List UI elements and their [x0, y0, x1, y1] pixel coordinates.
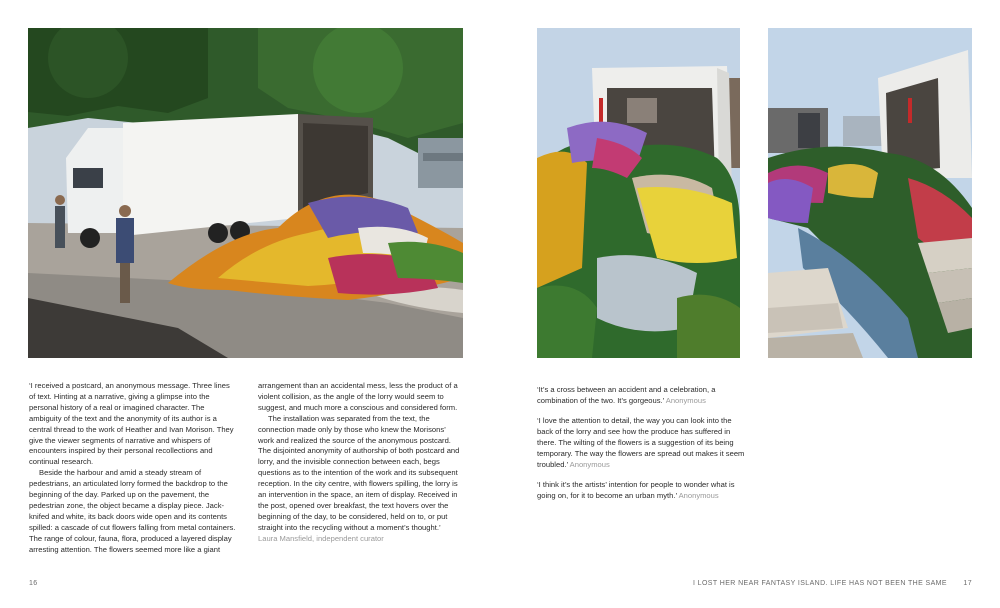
photo-flowers-spilling-graphic — [537, 28, 740, 358]
column1-paragraph-1: ‘I received a postcard, an anonymous message. Three lines of text. Hinting at a narrative, giving a glimpse into the personal history of a real or imagined character. The ambiguity of the text and the anonymity of its author is a central thread to the work of Heather and Ivan Morison. They give the viewer segments of narrative and whispers of encounters inspired by their personal recollections and continual research. — [29, 381, 234, 467]
column2-paragraph-2: The installation was separated from the text, the connection made only by those who knew the Morisons’ work and realized the source of the anonymous postcard. The disjointed anonymity of authorship of both postcard and lorry, and the invisible connection between each, begs questions as to the intention of the work and its subsequent reception. In the city centre, with flowers spilling, the lorry is an intervention in the space, an item of display. Received in the post, opened over breakfast, the text hovers over the beginning of the day, to be considered, held on to, or put straight into the recycling without a moment’s thought.’ — [258, 413, 460, 532]
photo-flowers-steps-graphic — [768, 28, 972, 358]
quote-2 — [537, 416, 749, 471]
quote-3-text: ‘I think it’s the artists’ intention for people to wonder what is going on, for it to become an urban myth.’ — [537, 480, 735, 501]
quote-3 — [537, 480, 749, 502]
quote-2-attribution: Anonymous — [569, 459, 610, 469]
photo-flowers-steps — [768, 28, 972, 358]
quotes-column — [537, 385, 749, 512]
page-number-right: 17 — [963, 580, 972, 587]
column2-paragraph-1: arrangement than an accidental mess, less the product of a violent collision, as the angle of the lorry would seem to suggest, and much more a conscious and considered form. — [258, 381, 458, 412]
photo-flowers-spilling — [537, 28, 740, 358]
page-number-left: 16 — [29, 580, 38, 587]
body-text-column-2 — [258, 381, 462, 545]
quote-3-attribution: Anonymous — [678, 491, 719, 501]
photo-lorry-harbour — [28, 28, 463, 358]
body-text-column-1 — [29, 381, 236, 556]
quote-1-text: ‘It’s a cross between an accident and a celebration, a combination of the two. It’s gorgeous.’ — [537, 385, 716, 405]
quote-1 — [537, 385, 749, 407]
column1-paragraph-2: Beside the harbour and amid a steady stream of pedestrians, an articulated lorry formed the backdrop to the beginning of the day. Parked up on the pavement, the pedestrian zone, the object became a display piece. Jack-knifed and white, its back doors wide open and its contents spilled: a cascade of cut flowers falling from metal containers. The range of colour, fauna, flora, produced a layered display arresting attention. The flowers seemed more like a giant — [29, 468, 236, 554]
photo-lorry-harbour-graphic — [28, 28, 463, 358]
running-title: I LOST HER NEAR FANTASY ISLAND. LIFE HAS NOT BEEN THE SAME — [692, 580, 947, 587]
column2-attribution: Laura Mansfield, independent curator — [258, 533, 384, 543]
quote-2-text: ‘I love the attention to detail, the way you can look into the back of the lorry and see how the produce has suffered in there. The wilting of the flowers is a suggestion of its being temporary. The way the flowers are spread out makes it seem troubled.’ — [537, 416, 745, 469]
quote-1-attribution: Anonymous — [665, 395, 706, 405]
